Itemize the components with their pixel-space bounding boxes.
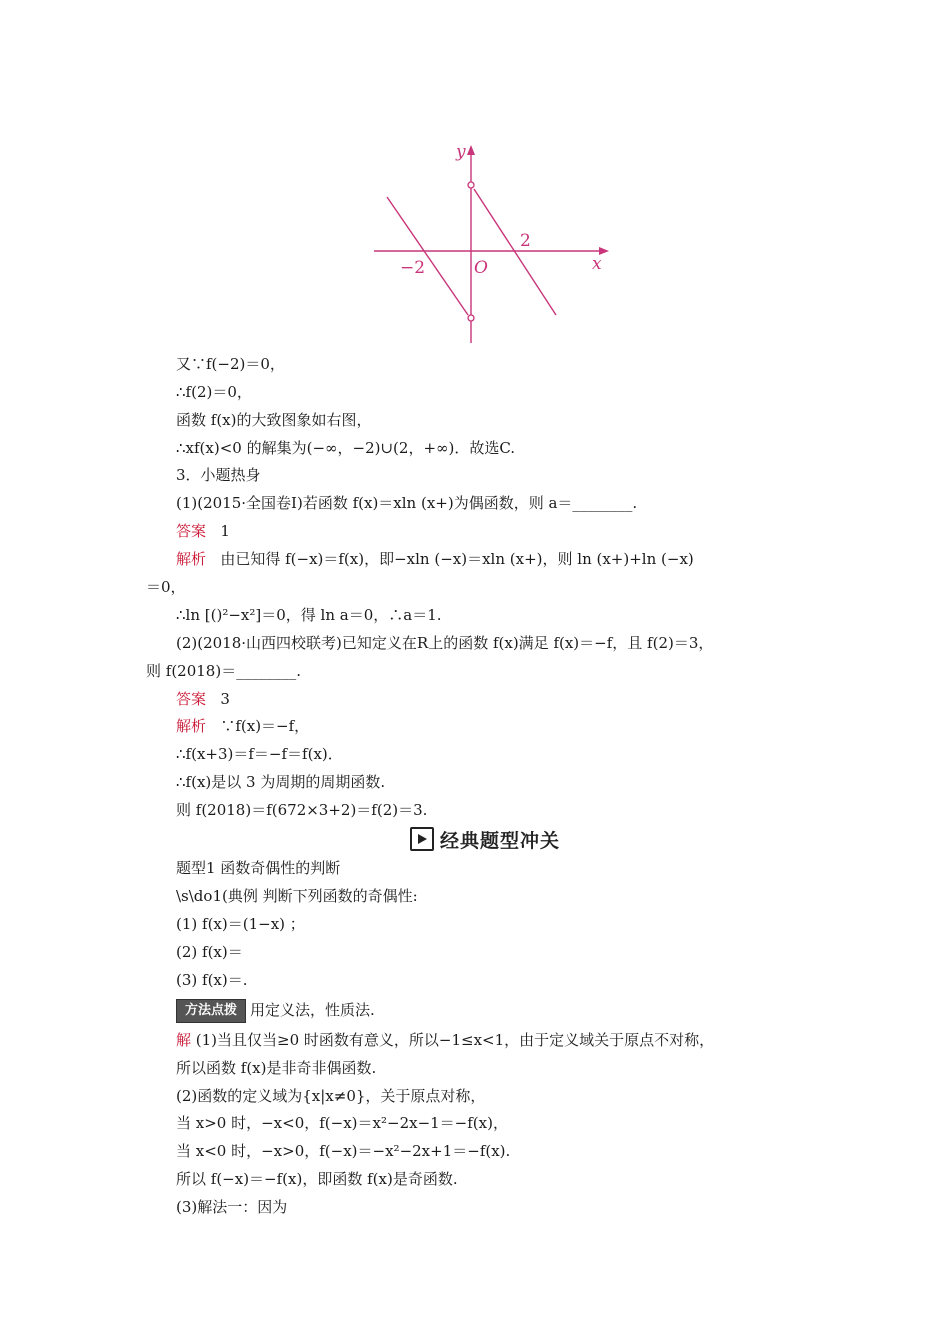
text-line: 则 f(2018)＝f(672×3+2)＝f(2)＝3. (176, 801, 428, 819)
open-point-top (468, 182, 474, 188)
topic-heading: 题型1 函数奇偶性的判断 (176, 859, 341, 877)
text-line: ∴xf(x)<0 的解集为(−∞，−2)∪(2，+∞)．故选C. (176, 439, 516, 457)
analysis-label: 解析 (176, 717, 207, 735)
text-line: (3) f(x)＝. (176, 971, 248, 989)
analysis-line (176, 716, 309, 736)
answer-value: 1 (220, 522, 230, 540)
section-heading: 3．小题热身 (176, 466, 261, 484)
text-line: 则 f(2018)＝________. (146, 662, 301, 680)
text-line: 函数 f(x)的大致图象如右图， (176, 411, 372, 429)
text-line: 所以 f(−x)＝−f(x)，即函数 f(x)是奇函数. (176, 1170, 458, 1188)
text-line: (2) f(x)＝ (176, 943, 243, 961)
analysis-text: 由已知得 f(−x)＝f(x)，即−xln (−x)＝xln (x+)，则 ln (x+)+ln (−x) (220, 550, 694, 568)
text-line: (2)函数的定义域为{x|x≠0}，关于原点对称， (176, 1087, 486, 1105)
solution-label: 解 (176, 1031, 192, 1049)
play-icon (410, 827, 434, 851)
y-label: y (456, 142, 466, 162)
banner-title: 经典题型冲关 (440, 829, 561, 852)
neg-two-label: −2 (400, 258, 426, 278)
text-line: (1) f(x)＝(1−x) ； (176, 915, 305, 933)
answer-line (176, 521, 230, 541)
text-line: 当 x<0 时，−x>0，f(−x)＝−x²−2x+1＝−f(x). (176, 1142, 511, 1160)
origin-label: O (474, 258, 488, 278)
example-heading: \s\do1(典例 判断下列函数的奇偶性: (176, 887, 418, 905)
text-line: 当 x>0 时，−x<0，f(−x)＝x²−2x−1＝−f(x)， (176, 1114, 508, 1132)
text-line: ∴f(2)＝0， (176, 383, 252, 401)
open-point-bottom (468, 315, 474, 321)
text-line: ＝0， (146, 578, 186, 596)
y-axis-arrow (467, 145, 475, 155)
answer-label: 答案 (176, 522, 207, 540)
answer-line (176, 689, 230, 709)
text-line: (3)解法一：因为 (176, 1198, 288, 1216)
method-text: 用定义法，性质法. (250, 1001, 375, 1019)
analysis-line (176, 549, 694, 569)
pos-two-label: 2 (520, 231, 531, 251)
function-graph (362, 125, 622, 347)
text-line: 所以函数 f(x)是非奇非偶函数. (176, 1059, 377, 1077)
problem-2: (2)(2018·山西四校联考)已知定义在R上的函数 f(x)满足 f(x)＝−f，且 f(2)＝3， (176, 634, 714, 652)
method-tag: 方法点拨 (176, 999, 246, 1023)
x-label: x (592, 254, 602, 274)
text-line: ∴f(x)是以 3 为周期的周期函数. (176, 773, 386, 791)
right-branch (474, 189, 556, 315)
solution-line (176, 1030, 714, 1050)
text-line: ∴f(x+3)＝f＝−f＝f(x)． (176, 745, 343, 763)
method-line (176, 999, 375, 1023)
answer-label: 答案 (176, 690, 207, 708)
solution-text: (1)当且仅当≥0 时函数有意义，所以−1≤x<1，由于定义域关于原点不对称， (191, 1031, 715, 1049)
analysis-text: ∵f(x)＝−f， (220, 717, 310, 735)
text-line: ∴ln [()²−x²]＝0，得 ln a＝0，∴a＝1. (176, 606, 442, 624)
answer-value: 3 (220, 690, 230, 708)
left-branch (387, 197, 468, 315)
problem-1: (1)(2015·全国卷Ⅰ)若函数 f(x)＝xln (x+)为偶函数，则 a＝________. (176, 494, 638, 512)
analysis-label: 解析 (176, 550, 207, 568)
section-banner (410, 826, 560, 852)
text-line: 又∵f(−2)＝0， (176, 355, 285, 373)
